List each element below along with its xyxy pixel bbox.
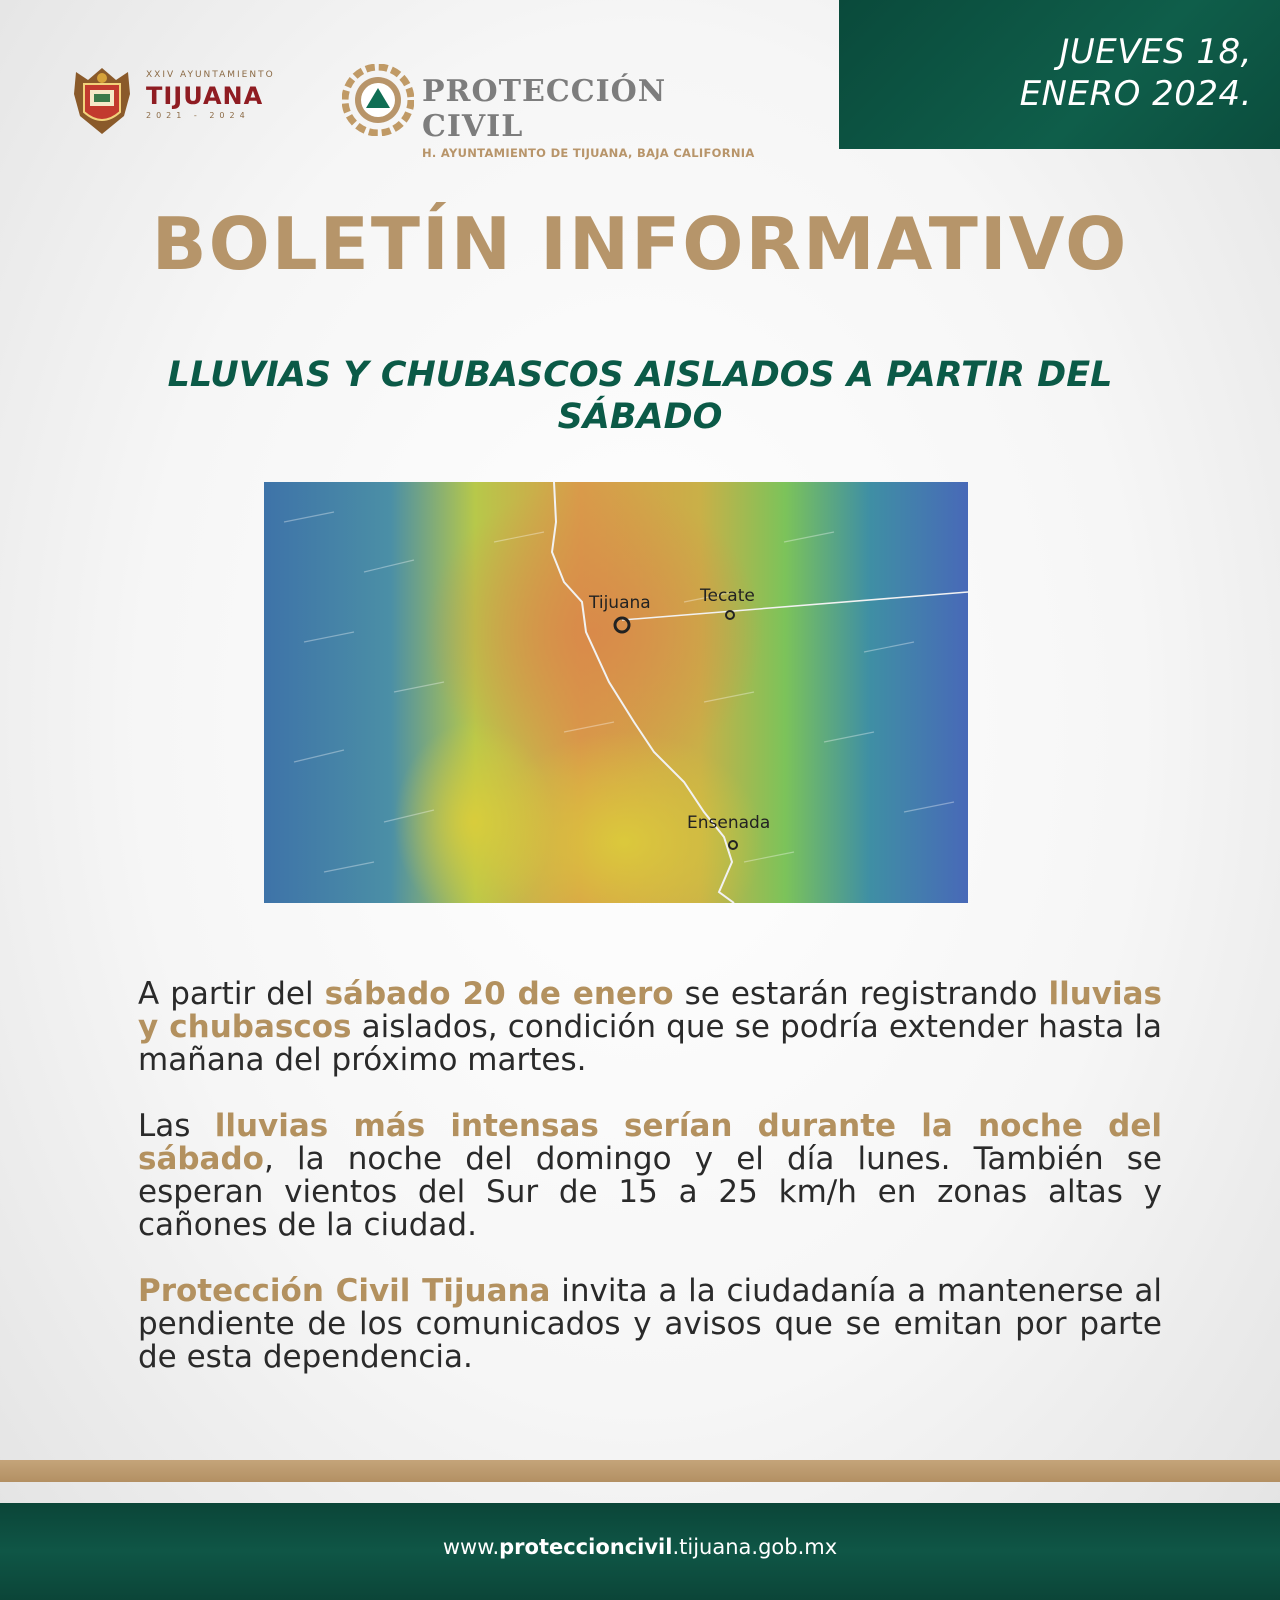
map-label-tecate: Tecate (700, 586, 755, 606)
proteccion-civil-logo (342, 64, 772, 160)
p3-text-1: invita a la ciudadanía a mantenerse al pendiente de los comunicados y avisos que se emitan por parte de esta dependencia. (138, 1273, 1162, 1375)
paragraph-3 (138, 1275, 1162, 1374)
page-title: BOLETÍN INFORMATIVO (151, 202, 1129, 286)
date-line-1: JUEVES 18, (1059, 32, 1252, 72)
gold-divider (0, 1460, 1280, 1482)
paragraph-2 (138, 1110, 1162, 1242)
footer-url-suffix: .tijuana.gob.mx (672, 1535, 838, 1559)
date-line-2: ENERO 2024. (1019, 74, 1252, 114)
civil-protection-emblem-icon (342, 64, 414, 136)
tijuana-logo (66, 64, 286, 136)
pc-logo-subtitle: H. AYUNTAMIENTO DE TIJUANA, BAJA CALIFORNIA (422, 146, 755, 160)
tijuana-crest-icon (66, 64, 138, 136)
p1-highlight-2: lluvias y chubascos (138, 976, 1162, 1045)
p1-text-1: A partir del (138, 976, 325, 1012)
weather-map (264, 482, 968, 903)
footer-url[interactable] (0, 1535, 1280, 1559)
tijuana-logo-name: TIJUANA (146, 82, 264, 110)
map-label-ensenada: Ensenada (687, 813, 771, 833)
p2-highlight-1: lluvias más intensas serían durante la noche del sábado (138, 1108, 1162, 1177)
map-label-tijuana: Tijuana (589, 593, 651, 613)
tijuana-logo-years: 2021 - 2024 (146, 111, 250, 120)
footer-url-bold: proteccioncivil (499, 1535, 673, 1559)
tijuana-logo-small: XXIV AYUNTAMIENTO (146, 70, 275, 80)
pc-logo-title: PROTECCIÓN CIVIL (422, 74, 667, 144)
bulletin-body (138, 978, 1162, 1407)
p1-highlight-1: sábado 20 de enero (324, 976, 674, 1012)
footer (0, 1503, 1280, 1600)
p2-text-2: , la noche del domingo y el día lunes. También se esperan vientos del Sur de 15 a 25 km/h en zonas altas y cañones de la ciudad. (138, 1141, 1162, 1243)
date-panel (839, 0, 1280, 149)
p1-text-2: se estarán registrando (673, 976, 1049, 1012)
paragraph-1 (138, 978, 1162, 1077)
p3-highlight-1: Protección Civil Tijuana (138, 1273, 551, 1309)
p2-text-1: Las (138, 1108, 215, 1144)
footer-url-prefix: www. (442, 1535, 500, 1559)
p1-text-3: aislados, condición que se podría extender hasta la mañana del próximo martes. (138, 1009, 1162, 1078)
bulletin-subtitle: LLUVIAS Y CHUBASCOS AISLADOS A PARTIR DEL SÁBADO (167, 355, 1113, 437)
